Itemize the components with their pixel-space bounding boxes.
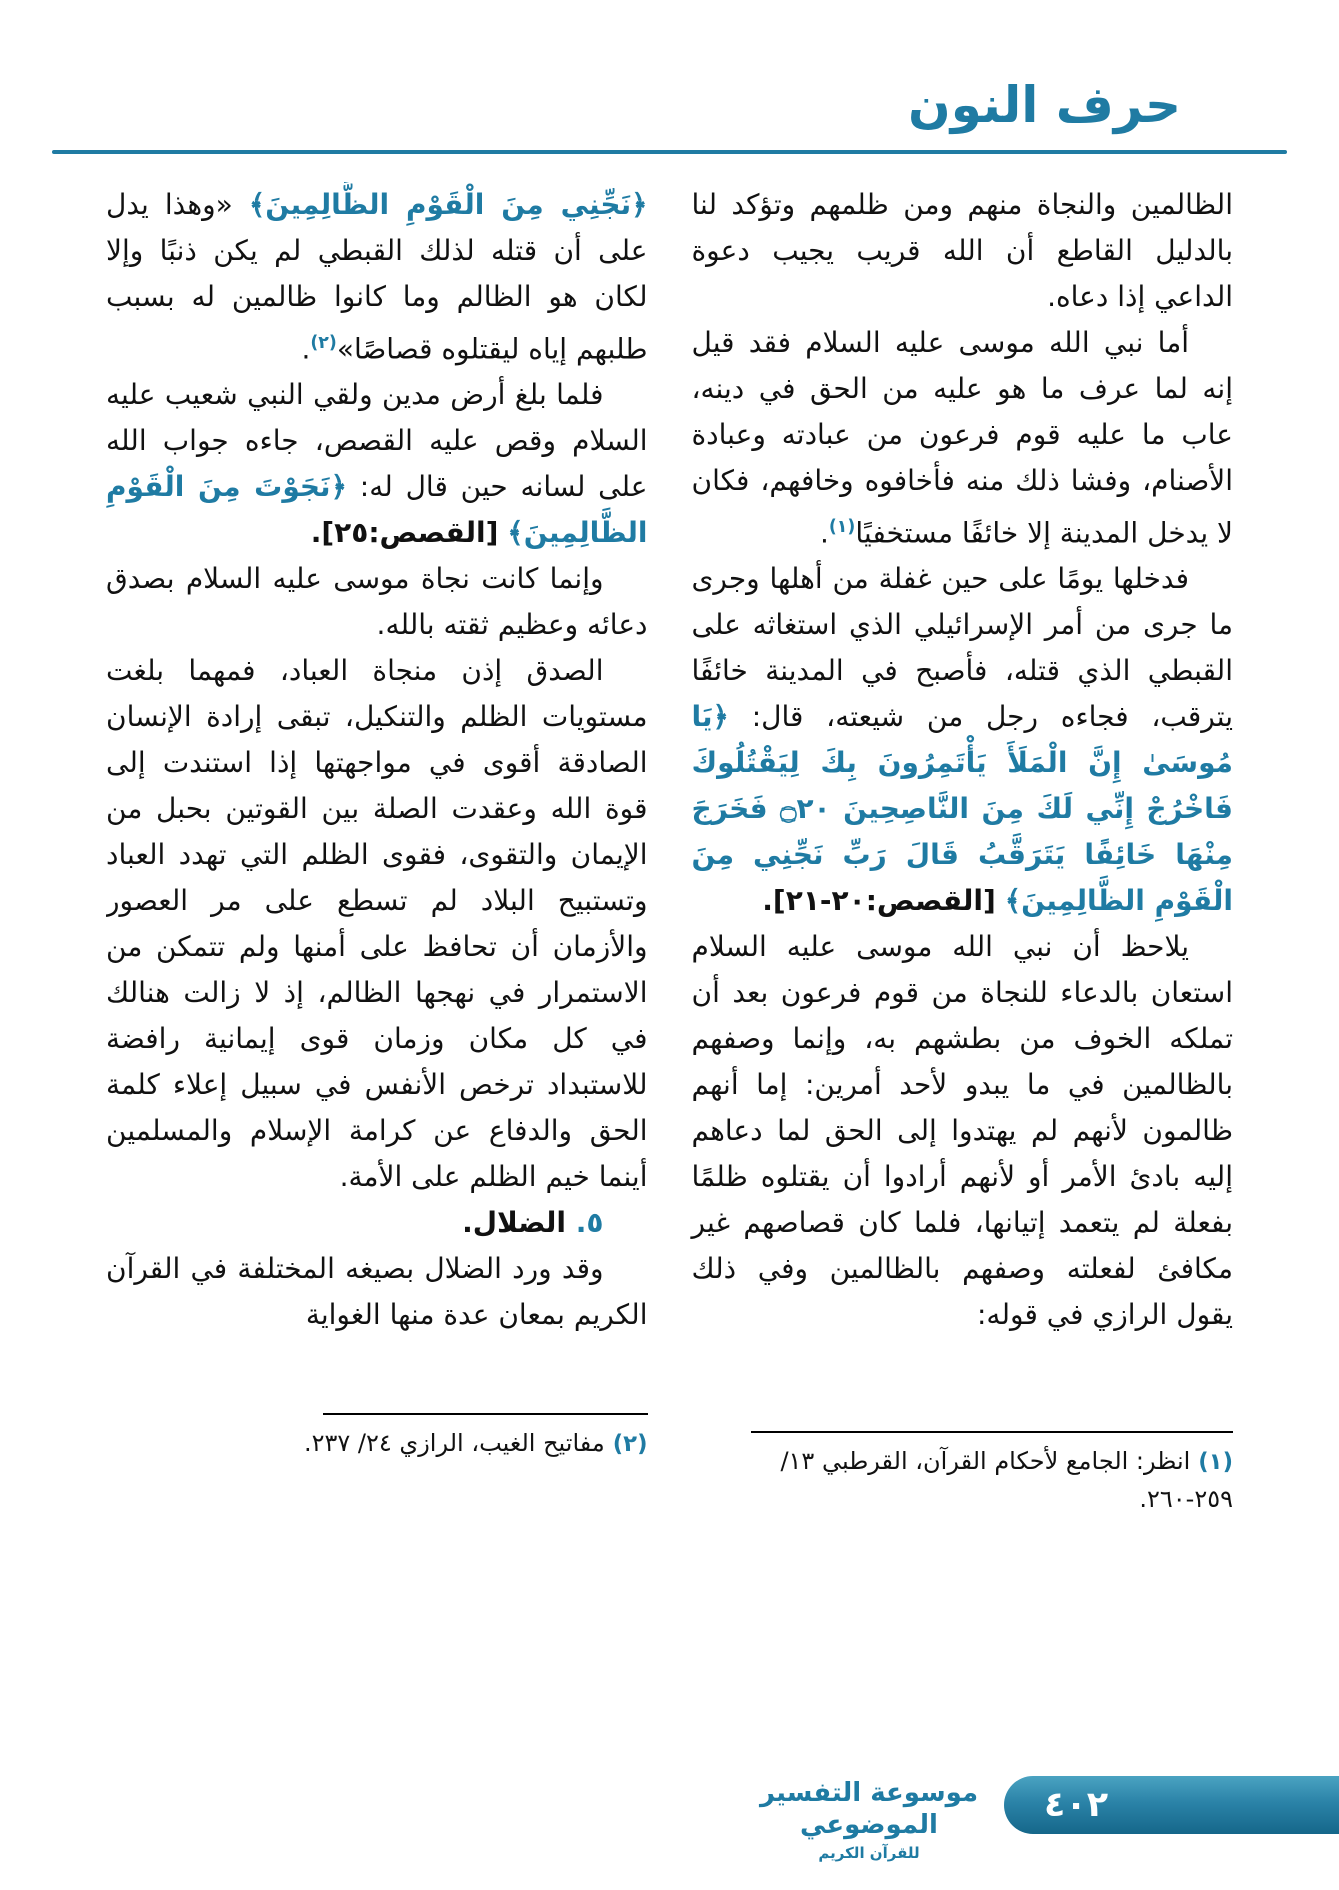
column-right (692, 182, 1234, 1518)
text-run: مفاتيح الغيب، الرازي ٢٤/ ٢٣٧. (303, 1429, 605, 1457)
column-right-text (692, 182, 1234, 1338)
quran-verse: ﴿نَجِّنِي مِنَ الْقَوْمِ الظَّالِمِينَ﴾ (248, 188, 648, 221)
text-run (996, 884, 1005, 917)
quran-verse: ﴿يَا مُوسَىٰ إِنَّ الْمَلَأَ يَأْتَمِرُونَ بِكَ لِيَقْتُلُوكَ فَاخْرُجْ إِنِّي لَكَ مِنَ النَّاصِحِينَ ۝٢٠ فَخَرَجَ مِنْهَا خَائِفًا يَتَرَقَّبُ قَالَ رَبِّ نَجِّنِي مِنَ الْقَوْمِ الظَّالِمِينَ﴾ (691, 700, 1233, 918)
text-run: وإنما كانت نجاة موسى عليه السلام بصدق دعائه وعظيم ثقته بالله. (106, 562, 648, 642)
text-run: فلما بلغ أرض مدين ولقي النبي شعيب عليه السلام وقص عليه القصص، جاءه جواب الله على لسانه حين قال له: (106, 378, 648, 504)
heading-number: ٥. (566, 1206, 604, 1240)
publisher-logo (744, 1777, 994, 1862)
verse-reference: [القصص:٢٠-٢١]. (762, 884, 996, 918)
text-run: فدخلها يومًا على حين غفلة من أهلها وجرى ما جرى من أمر الإسرائيلي الذي استغاثه على القبطي الذي قتله، فأصبح في المدينة خائفًا يترقب، فجاءه رجل من شيعته، قال: (691, 562, 1233, 734)
paragraph (106, 182, 648, 372)
footnote-rule (323, 1413, 648, 1415)
page-number: ٤٠٢ (1044, 1785, 1109, 1825)
text-run: الظالمين والنجاة منهم ومن ظلمهم وتؤكد لنا بالدليل القاطع أن الله قريب يجيب دعوة الداعي إذا دعاه. (691, 188, 1233, 313)
paragraph (692, 556, 1234, 924)
paragraph (106, 372, 648, 556)
footnote-rule (751, 1431, 1233, 1433)
column-left (106, 182, 648, 1518)
paragraph (106, 648, 648, 1200)
paragraph (106, 556, 648, 648)
text-run: أما نبي الله موسى عليه السلام فقد قيل إنه لما عرف ما هو عليه من الحق في دينه، عاب ما عليه قوم فرعون من عبادته وعبادة الأصنام، وفشا ذلك منه فأخافوه وخافهم، فكان لا يدخل المدينة إلا خائفًا مستخفيًا (691, 326, 1233, 550)
footnote-left (106, 1413, 648, 1463)
column-left-text (106, 182, 648, 1338)
footnote-text (106, 1425, 648, 1463)
publisher-logo-title: موسوعة التفسير الموضوعي (759, 1778, 979, 1840)
text-run: . (819, 516, 829, 550)
footnote-marker: (٢) (310, 333, 337, 353)
text-run: وقد ورد الضلال بصيغه المختلفة في القرآن الكريم بمعان عدة منها الغواية (106, 1252, 648, 1332)
paragraph (692, 182, 1234, 320)
footnote-text (692, 1443, 1234, 1518)
text-run: الصدق إذن منجاة العباد، فمهما بلغت مستويات الظلم والتنكيل، تبقى إرادة الإنسان الصادقة أقوى في مواجهتها إذا استندت إلى قوة الله وعقدت الصلة بين القوتين بحبل من الإيمان والتقوى، فقوى الظلم التي تهدد العباد وتستبيح البلاد لم تسطع على مر العصور والأزمان أن تحافظ على أمنها ولم تتمكن من الاستمرار في نهجها الظالم، إذ لا زالت هنالك في كل مكان وزمان قوى إيمانية رافضة للاستبداد ترخص الأنفس في سبيل إعلاء كلمة الحق والدفاع عن كرامة الإسلام والمسلمين أينما خيم الظلم على الأمة. (106, 654, 648, 1194)
publisher-logo-subtitle: للقرآن الكريم (818, 1844, 920, 1862)
page-content (106, 182, 1233, 1518)
header-rule (52, 150, 1287, 154)
text-run (498, 516, 507, 549)
paragraph (692, 924, 1234, 1338)
footnote-right (692, 1431, 1234, 1518)
heading-text: الضلال. (462, 1206, 567, 1240)
paragraph (106, 1246, 648, 1338)
paragraph (692, 320, 1234, 556)
text-run: . (301, 332, 311, 366)
footnote-marker: (٢) (604, 1431, 648, 1457)
verse-reference: [القصص:٢٥]. (310, 516, 499, 550)
page-number-band (1004, 1776, 1339, 1834)
chapter-heading: حرف النون (908, 76, 1181, 134)
footnote-marker: (١) (1190, 1449, 1233, 1475)
quran-verse: ﴿نَجَوْتَ مِنَ الْقَوْمِ الظَّالِمِينَ﴾ (106, 470, 648, 550)
text-run: «وهذا يدل على أن قتله لذلك القبطي لم يكن ذنبًا وإلا لكان هو الظالم وما كانوا ظالمين له بسبب طلبهم إياه ليقتلوه قصاصًا» (106, 188, 648, 366)
section-heading (106, 1200, 648, 1246)
text-run: يلاحظ أن نبي الله موسى عليه السلام استعان بالدعاء للنجاة من قوم فرعون بعد أن تملكه الخوف من بطشهم به، وإنما وصفهم بالظالمين في ما يبدو لأحد أمرين: إما أنهم ظالمون لأنهم لم يهتدوا إلى الحق لما دعاهم إليه بادئ الأمر أو لأنهم أرادوا أن يقتلوه ظلمًا بفعلة لم يتعمد إتيانها، فلما كان قصاصهم غير مكافئ لفعلته وصفهم بالظالمين وفي ذلك يقول الرازي في قوله: (691, 930, 1233, 1332)
text-run: انظر: الجامع لأحكام القرآن، القرطبي ١٣/ ٢٥٩-٢٦٠. (780, 1447, 1233, 1513)
footnote-marker: (١) (828, 517, 856, 537)
